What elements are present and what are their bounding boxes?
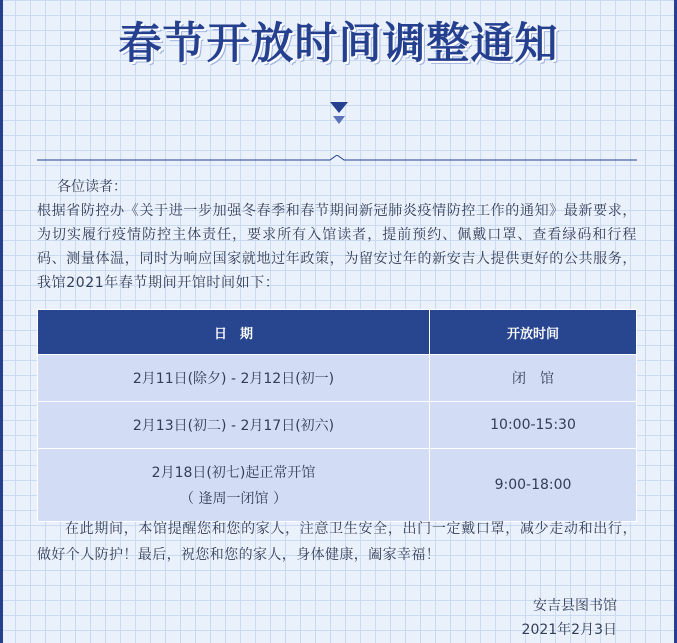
hours-cell: 闭 馆	[430, 355, 637, 402]
left-frame-border	[0, 0, 3, 643]
double-down-arrow-icon	[329, 101, 349, 127]
schedule-table	[37, 309, 637, 522]
date-column-header: 日 期	[38, 310, 430, 355]
intro-paragraph: 根据省防控办《关于进一步加强冬春季和春节期间新冠肺炎疫情防控工作的通知》最新要求，为切实履行疫情防控主体责任，要求所有入馆读者，提前预约、佩戴口罩、查看绿码和行程码、测量体温，同时为响应国家就地过年政策，为留安过年的新安吉人提供更好的公共服务，我馆2021年春节期间开馆时间如下：	[37, 203, 637, 291]
date-note: （ 逢周一闭馆 ）	[180, 491, 287, 507]
date-cell: 2月13日(初二) - 2月17日(初六)	[38, 402, 430, 449]
hours-cell: 9:00-18:00	[430, 449, 637, 522]
salutation: 各位读者：	[57, 179, 127, 195]
date-text: 2月18日(初七)起正常开馆	[151, 465, 316, 481]
signature-date: 2021年2月3日	[521, 622, 617, 638]
date-cell	[38, 449, 430, 522]
table-header-row	[38, 310, 637, 355]
notice-title: 春节开放时间调整通知	[118, 19, 559, 69]
signature-block	[522, 594, 617, 642]
closing-paragraph: 在此期间，本馆提醒您和您的家人，注意卫生安全，出门一定戴口罩，减少走动和出行，做好个人防护！最后，祝您和您的家人，身体健康，阖家幸福！	[37, 521, 637, 563]
hours-cell: 10:00-15:30	[430, 402, 637, 449]
hours-column-header: 开放时间	[430, 310, 637, 355]
date-cell: 2月11日(除夕) - 2月12日(初一)	[38, 355, 430, 402]
signature-name: 安吉县图书馆	[533, 598, 617, 614]
divider-line	[37, 155, 637, 161]
table-row	[38, 355, 637, 402]
notice-body	[37, 175, 637, 295]
table-row	[38, 449, 637, 522]
table-row	[38, 402, 637, 449]
